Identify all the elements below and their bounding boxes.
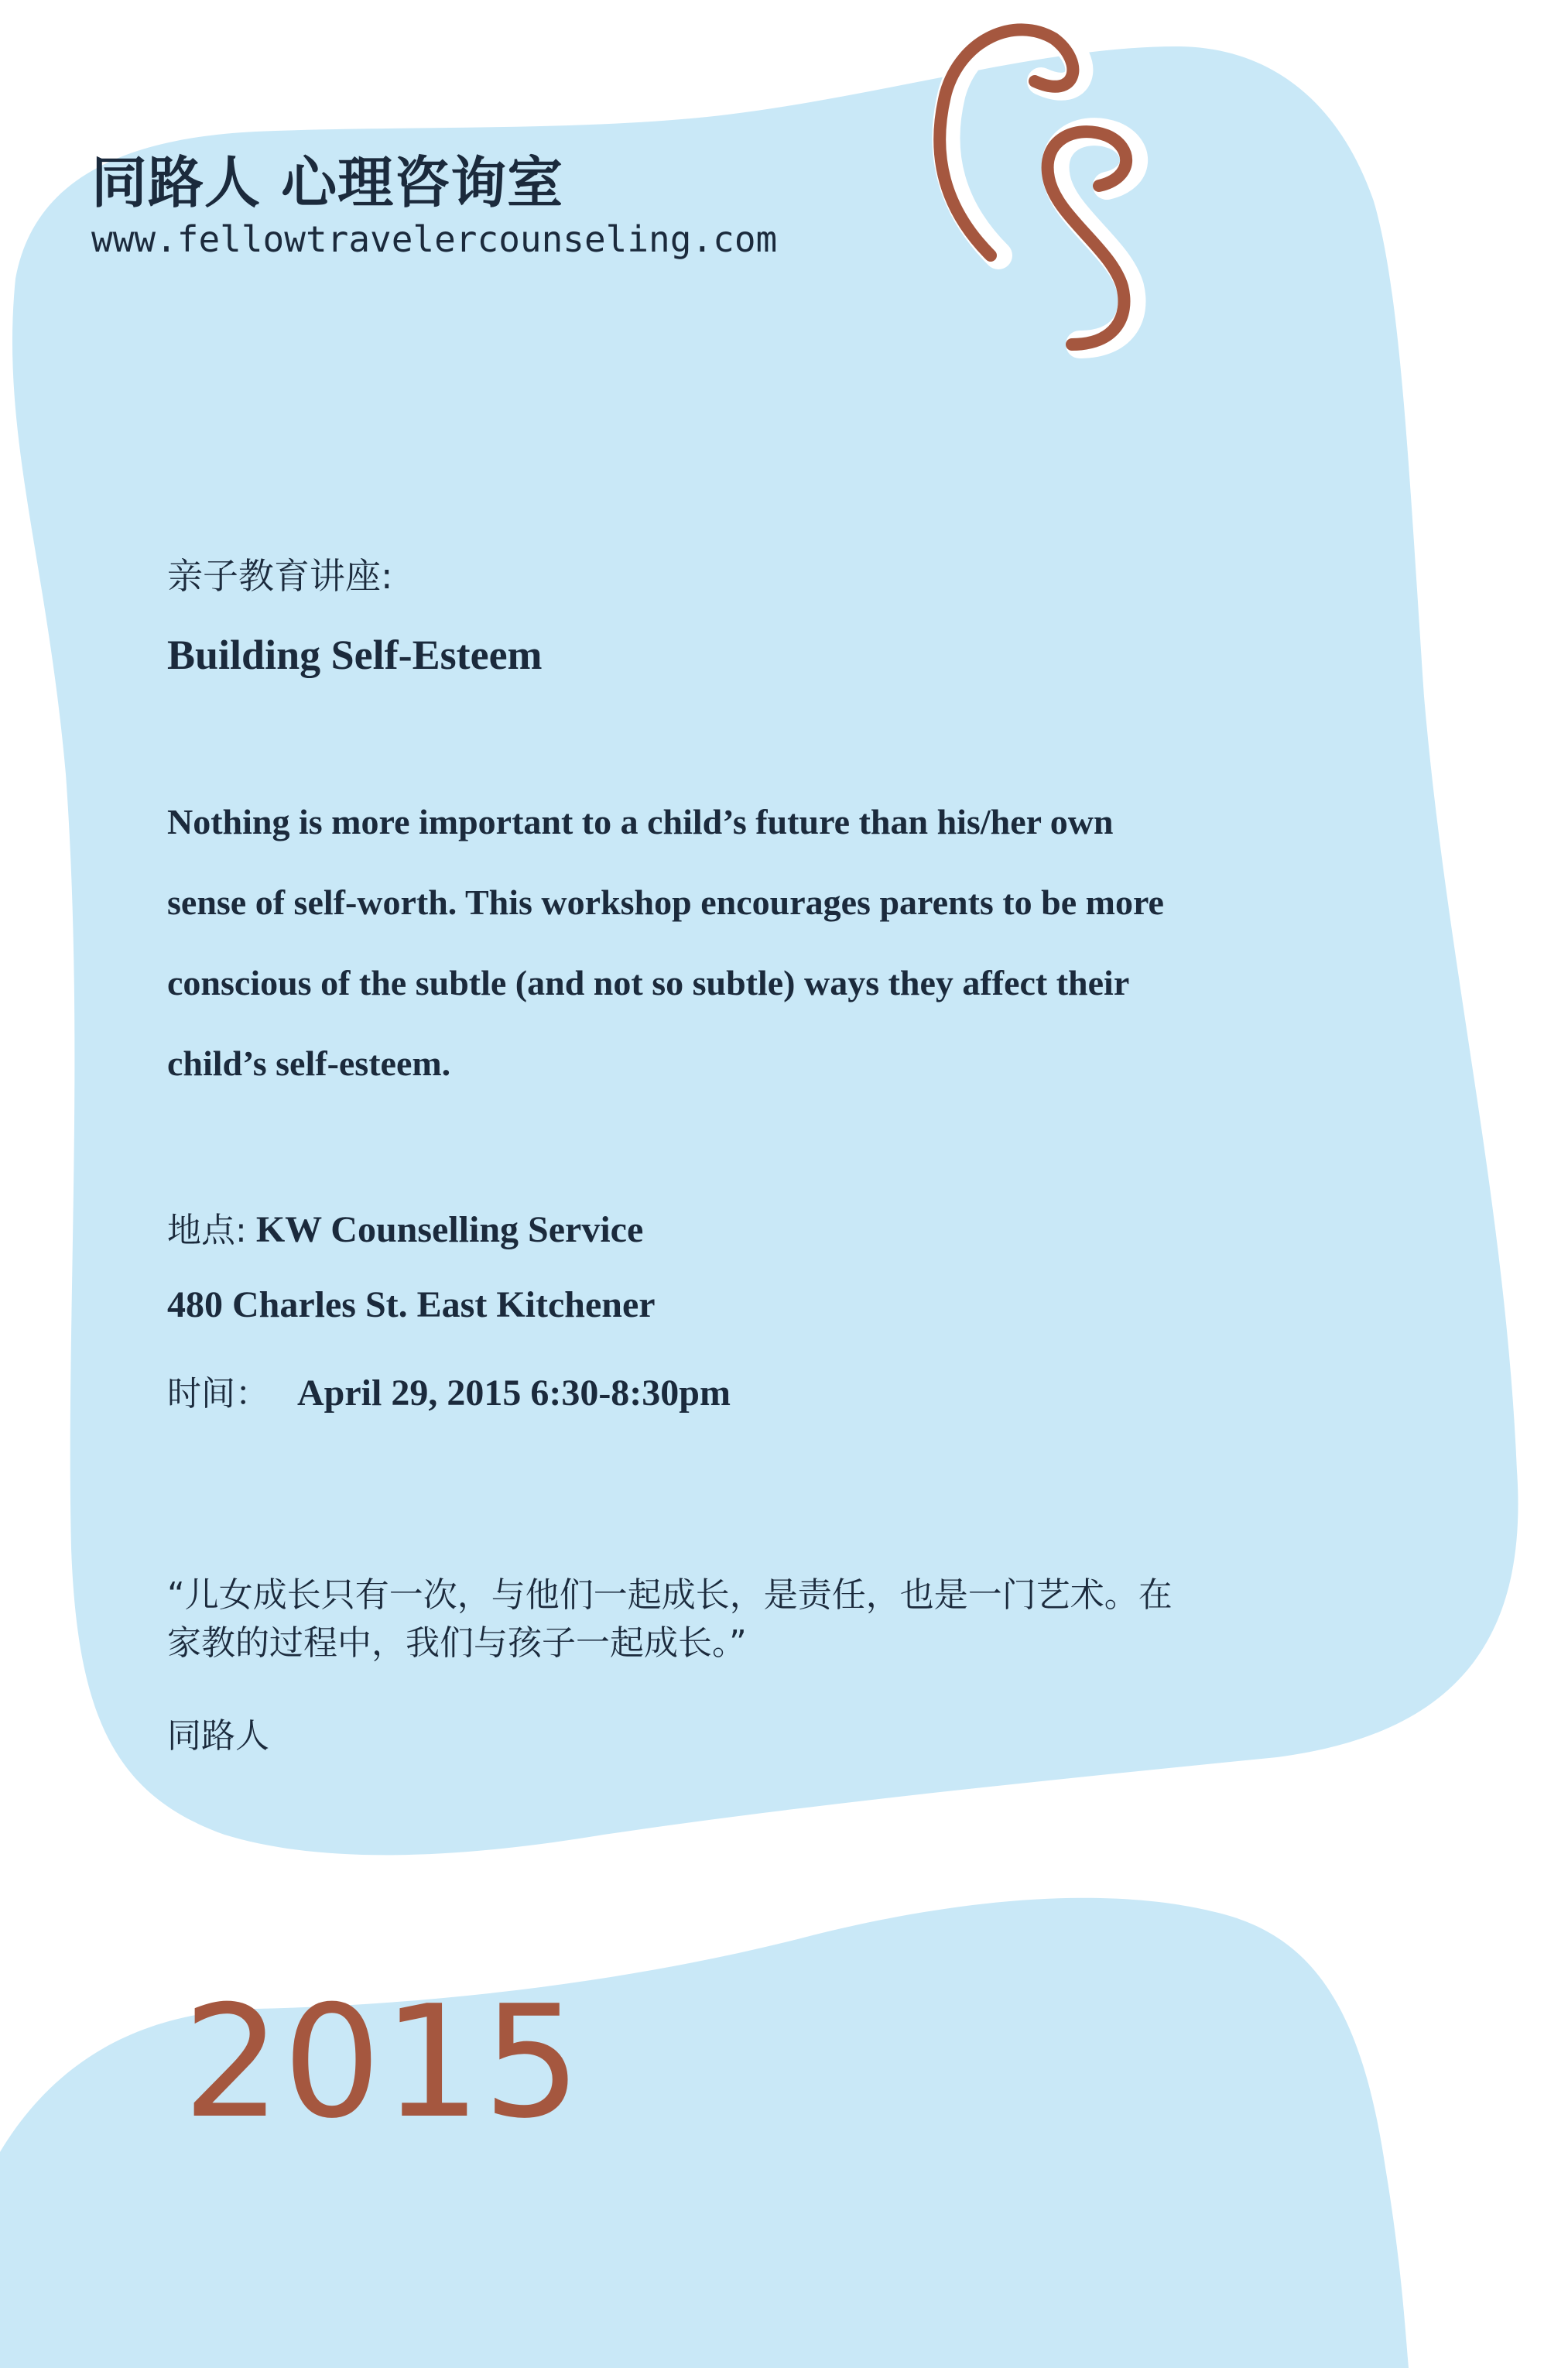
description-line: conscious of the subtle (and not so subtle) ways they affect their [167,963,1130,1002]
org-title: 同路人 心理咨询室 [91,150,564,215]
quote-line: “儿女成长只有一次，与他们一起成长，是责任，也是一门艺术。在 [167,1575,1173,1615]
quote-signature: 同路人 [167,1716,269,1756]
time-value: April 29, 2015 6:30-8:30pm [297,1372,731,1414]
website-url: www.fellowtravelercounseling.com [91,218,778,260]
series-label: 亲子教育讲座: [167,555,393,597]
location-name: KW Counselling Service [255,1209,644,1250]
time-row [167,1366,731,1415]
location-row [167,1202,643,1252]
event-title: Building Self-Esteem [167,632,543,678]
year: 2015 [183,1972,583,2153]
description-line: sense of self-worth. This workshop encourages parents to be more [167,882,1164,922]
time-label: 时间： [167,1374,269,1414]
location-label: 地点: [167,1211,247,1250]
quote-line: 家教的过程中，我们与孩子一起成长。” [167,1623,747,1663]
description-line: child’s self-esteem. [167,1043,451,1083]
description-line: Nothing is more important to a child’s future than his/her own [167,802,1114,841]
address: 480 Charles St. East Kitchener [167,1284,656,1325]
